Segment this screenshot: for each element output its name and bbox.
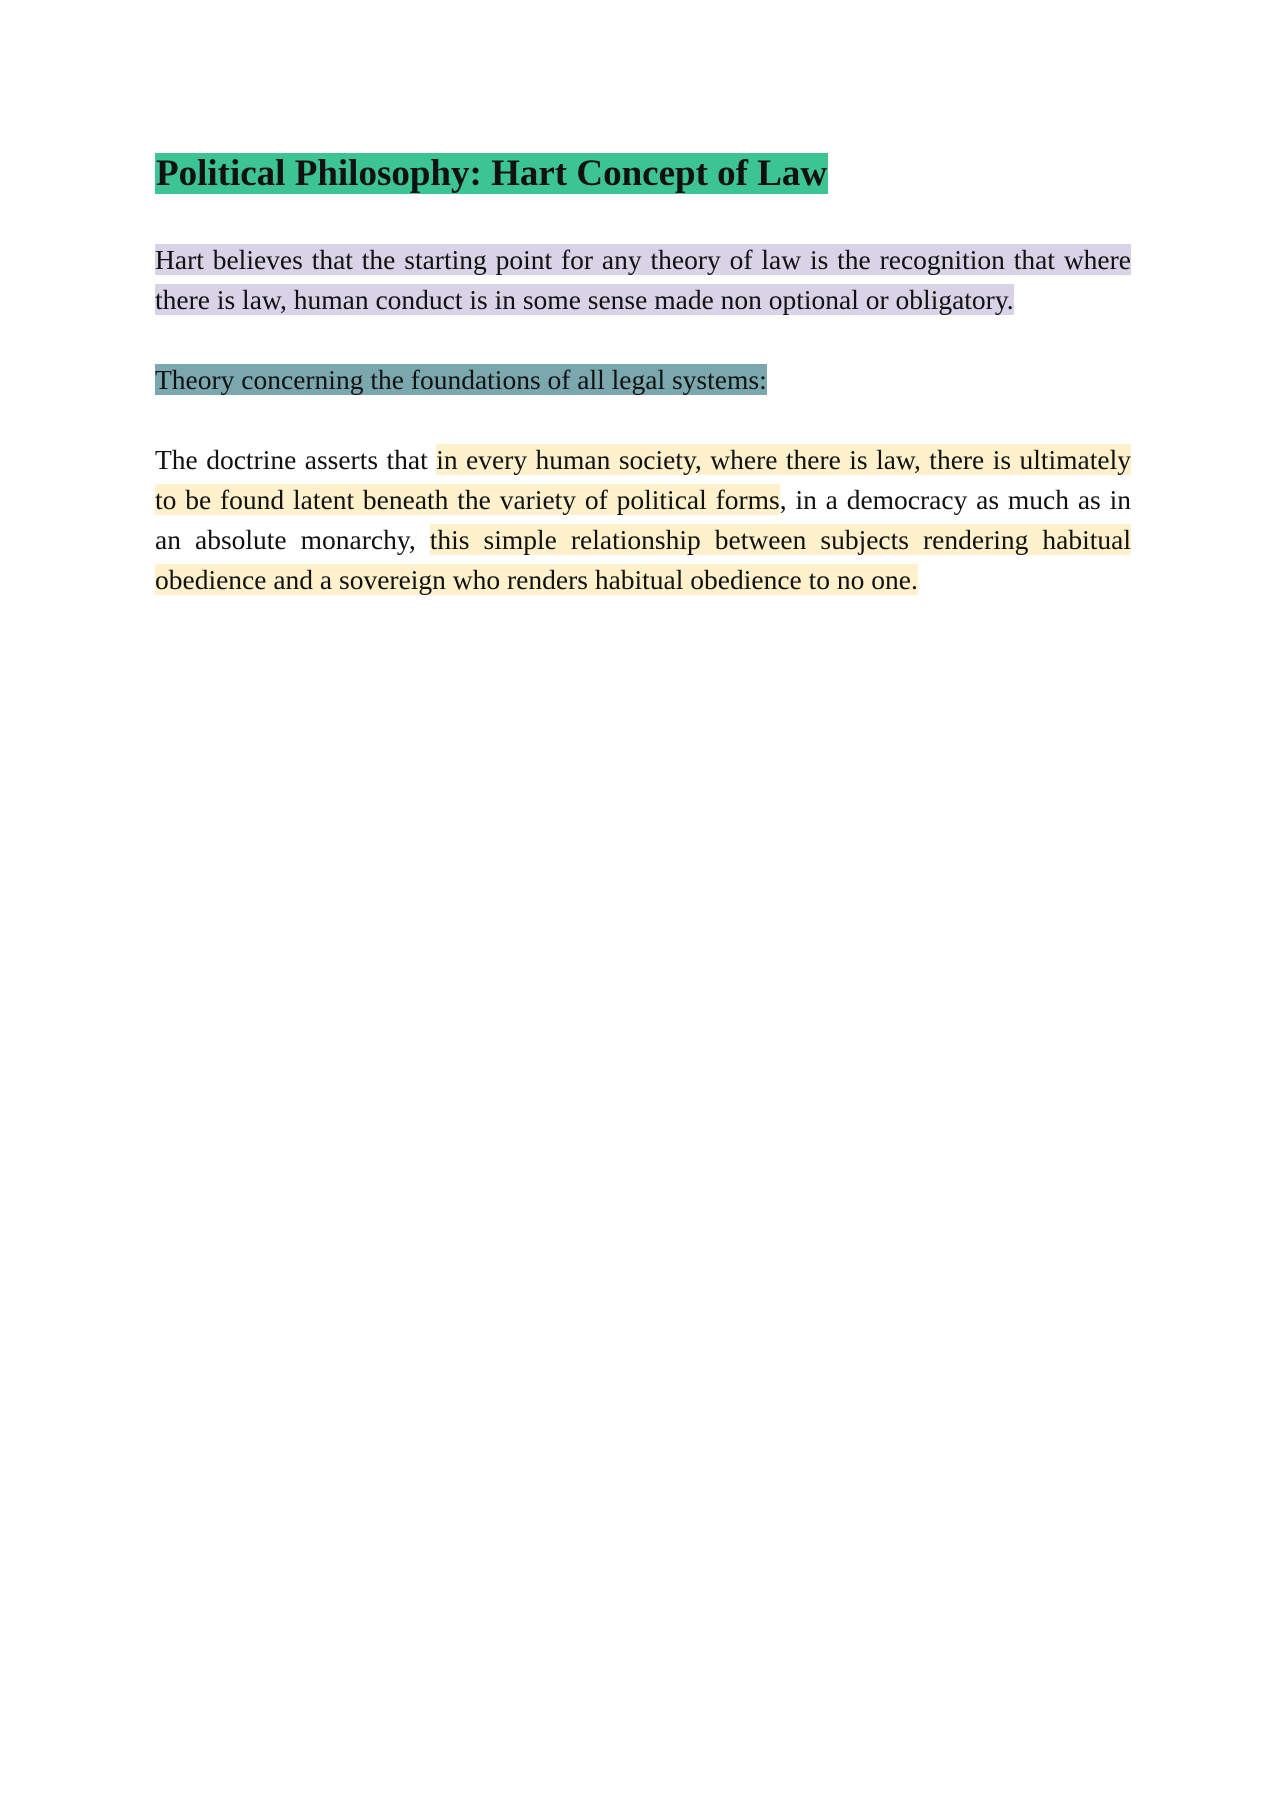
doctrine-lead-text: The doctrine asserts that	[155, 444, 437, 475]
title-highlight: Political Philosophy: Hart Concept of Law	[156, 153, 828, 194]
page-title	[155, 150, 1131, 198]
doctrine-paragraph	[155, 440, 1131, 600]
document-body	[155, 150, 1131, 600]
intro-paragraph	[155, 240, 1131, 320]
theory-heading-highlight: Theory concerning the foundations of all legal systems:	[155, 364, 767, 395]
doctrine-highlight-1: in every human society, where there is law, there is ultimately to be found latent beneath the variety of political forms	[155, 444, 1132, 515]
intro-highlight: Hart believes that the starting point for any theory of law is the recognition that where there is law, human conduct is in some sense made non optional or obligatory.	[155, 244, 1131, 315]
doctrine-highlight-2: this simple relationship between subjects rendering habitual obedience and a sovereign who renders habitual obedience to no one.	[155, 524, 1131, 595]
doctrine-middle-text: , in a democracy as much as in an absolute monarchy,	[155, 484, 1131, 555]
theory-heading	[155, 360, 1131, 400]
